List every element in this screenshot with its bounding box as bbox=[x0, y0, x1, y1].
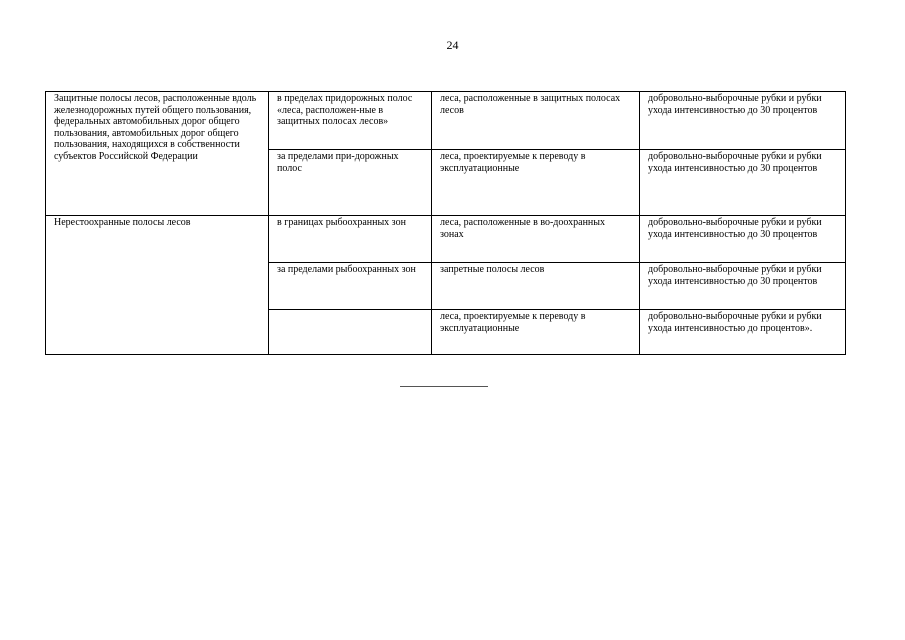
forest-type-cell: леса, расположенные в во-доохранных зонах bbox=[432, 216, 640, 263]
table-row bbox=[46, 92, 846, 150]
forest-type-cell: запретные полосы лесов bbox=[432, 263, 640, 310]
cutting-cell: добровольно-выборочные рубки и рубки ухода интенсивностью до 30 процентов bbox=[640, 216, 846, 263]
footer-separator-line bbox=[400, 386, 488, 387]
forest-type-cell: леса, проектируемые к переводу в эксплуатационные bbox=[432, 310, 640, 355]
page-number: 24 bbox=[446, 38, 459, 52]
category-cell: Защитные полосы лесов, расположенные вдоль железнодорожных путей общего пользования, федеральных автомобильных дорог общего пользования, автомобильных дорог общего пользования, находящихся в собственности субъектов Российской Федерации bbox=[46, 92, 269, 216]
location-cell: в границах рыбоохранных зон bbox=[269, 216, 432, 263]
category-cell: Нерестоохранные полосы лесов bbox=[46, 216, 269, 355]
forest-type-cell: леса, проектируемые к переводу в эксплуатационные bbox=[432, 150, 640, 216]
cutting-cell: добровольно-выборочные рубки и рубки ухода интенсивностью до процентов». bbox=[640, 310, 846, 355]
cutting-cell: добровольно-выборочные рубки и рубки ухода интенсивностью до 30 процентов bbox=[640, 263, 846, 310]
location-cell: за пределами рыбоохранных зон bbox=[269, 263, 432, 310]
table-row bbox=[46, 216, 846, 263]
location-cell bbox=[269, 310, 432, 355]
table-underline-stub bbox=[45, 354, 82, 355]
location-cell: в пределах придорожных полос «леса, расположен-ные в защитных полосах лесов» bbox=[269, 92, 432, 150]
protective-forests-table bbox=[45, 91, 846, 355]
forest-type-cell: леса, расположенные в защитных полосах лесов bbox=[432, 92, 640, 150]
cutting-cell: добровольно-выборочные рубки и рубки ухода интенсивностью до 30 процентов bbox=[640, 92, 846, 150]
location-cell: за пределами при-дорожных полос bbox=[269, 150, 432, 216]
cutting-cell: добровольно-выборочные рубки и рубки ухода интенсивностью до 30 процентов bbox=[640, 150, 846, 216]
